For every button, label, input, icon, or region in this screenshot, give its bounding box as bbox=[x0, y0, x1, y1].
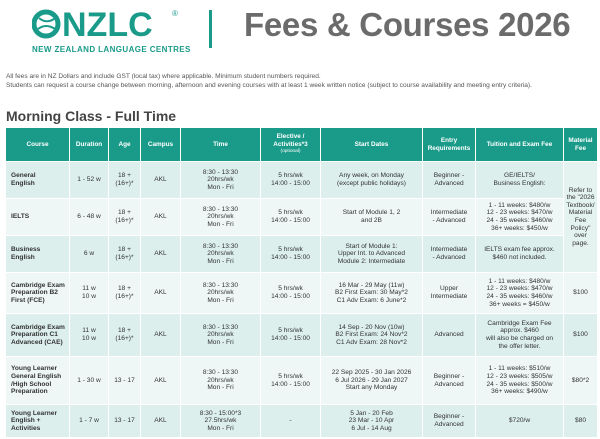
cell-campus: AKL bbox=[141, 162, 181, 199]
cell-course: Young Learner General English /High School Preparation bbox=[6, 357, 70, 405]
cell-time: 8:30 - 13:30 20hrs/wk Mon - Fri bbox=[181, 357, 261, 405]
note-line: All fees are in NZ Dollars and include GST (local tax) where applicable. Minimum student numbers required. bbox=[6, 73, 321, 80]
cell-age: 18 + (16+)* bbox=[109, 273, 141, 314]
cell-elective: 5 hrs/wk 14:00 - 15:00 bbox=[261, 199, 321, 236]
cell-time: 8:30 - 13:30 20hrs/wk Mon - Fri bbox=[181, 162, 261, 199]
col-header-start-dates: Start Dates bbox=[321, 128, 423, 162]
cell-elective: 5 hrs/wk 14:00 - 15:00 bbox=[261, 273, 321, 314]
cell-age: 18 + (16+)* bbox=[109, 236, 141, 273]
cell-course: General English bbox=[6, 162, 70, 199]
cell-age: 13 - 17 bbox=[109, 405, 141, 438]
cell-course: Business English bbox=[6, 236, 70, 273]
table-row bbox=[6, 405, 598, 438]
cell-elective: 5 hrs/wk 14:00 - 15:00 bbox=[261, 357, 321, 405]
cell-duration: 6 - 48 w bbox=[70, 199, 109, 236]
cell-tuition: IELTS exam fee approx. $460 not included. bbox=[476, 236, 564, 273]
cell-campus: AKL bbox=[141, 199, 181, 236]
cell-duration: 6 w bbox=[70, 236, 109, 273]
page-title: Fees & Courses 2026 bbox=[244, 6, 571, 43]
col-header-entry: Entry Requirements bbox=[423, 128, 476, 162]
nzlc-logo[interactable] bbox=[32, 6, 191, 59]
col-header-campus: Campus bbox=[141, 128, 181, 162]
elective-header-sub: (optional) bbox=[280, 149, 301, 155]
cell-start-dates: 22 Sep 2025 - 30 Jan 2026 6 Jul 2026 - 29 Jan 2027 Start any Monday bbox=[321, 357, 423, 405]
cell-age: 18 + (16+)* bbox=[109, 162, 141, 199]
cell-duration: 1 - 30 w bbox=[70, 357, 109, 405]
cell-course: Young Learner English + Activities bbox=[6, 405, 70, 438]
cell-time: 8:30 - 13:30 20hrs/wk Mon - Fri bbox=[181, 273, 261, 314]
table-row bbox=[6, 273, 598, 314]
cell-material: $80 bbox=[564, 405, 598, 438]
cell-entry: Beginner - Advanced bbox=[423, 357, 476, 405]
cell-elective: - bbox=[261, 405, 321, 438]
cell-entry: Beginner - Advanced bbox=[423, 405, 476, 438]
cell-entry: Intermediate - Advanced bbox=[423, 236, 476, 273]
logo-subtitle: NEW ZEALAND LANGUAGE CENTRES bbox=[32, 45, 191, 54]
cell-material: $100 bbox=[564, 273, 598, 314]
elective-header-label: Elective / Activities*3 bbox=[273, 133, 308, 148]
cell-time: 8:30 - 15:00*3 27.5hrs/wk Mon - Fri bbox=[181, 405, 261, 438]
cell-age: 18 + (16+)* bbox=[109, 199, 141, 236]
cell-start-dates: Start of Module 1, 2 and 2B bbox=[321, 199, 423, 236]
cell-time: 8:30 - 13:30 20hrs/wk Mon - Fri bbox=[181, 199, 261, 236]
cell-material: $100 bbox=[564, 314, 598, 357]
cell-material: $80*2 bbox=[564, 357, 598, 405]
cell-elective: 5 hrs/wk 14:00 - 15:00 bbox=[261, 162, 321, 199]
cell-material-note: Refer to the "2026 Textbook/ Material Fee Policy" over page. bbox=[564, 162, 598, 273]
cell-entry: Upper Intermediate bbox=[423, 273, 476, 314]
cell-entry: Intermediate - Advanced bbox=[423, 199, 476, 236]
cell-duration: 11 w 10 w bbox=[70, 314, 109, 357]
cell-campus: AKL bbox=[141, 357, 181, 405]
cell-campus: AKL bbox=[141, 273, 181, 314]
col-header-course: Course bbox=[6, 128, 70, 162]
col-header-age: Age bbox=[109, 128, 141, 162]
header bbox=[0, 0, 600, 70]
cell-elective: 5 hrs/wk 14:00 - 15:00 bbox=[261, 314, 321, 357]
cell-start-dates: 14 Sep - 20 Nov (10w) B2 First Exam: 24 Nov*2 C1 Adv Exam: 28 Nov*2 bbox=[321, 314, 423, 357]
cell-duration: 11 w 10 w bbox=[70, 273, 109, 314]
cell-tuition: 1 - 11 weeks: $510/w 12 - 23 weeks: $505/w 24 - 35 weeks: $500/w 36+ weeks: $490/w bbox=[476, 357, 564, 405]
cell-time: 8:30 - 13:30 20hrs/wk Mon - Fri bbox=[181, 314, 261, 357]
cell-elective: 5 hrs/wk 14:00 - 15:00 bbox=[261, 236, 321, 273]
col-header-elective bbox=[261, 128, 321, 162]
table-row bbox=[6, 162, 598, 199]
cell-tuition: GE/IELTS/ Business English: bbox=[476, 162, 564, 199]
cell-tuition: 1 - 11 weeks: $480/w 12 - 23 weeks: $470/w 24 - 35 weeks: $460/w 36+ weeks = $450/w bbox=[476, 273, 564, 314]
table-row bbox=[6, 236, 598, 273]
cell-campus: AKL bbox=[141, 314, 181, 357]
cell-entry: Advanced bbox=[423, 314, 476, 357]
cell-age: 13 - 17 bbox=[109, 357, 141, 405]
col-header-material: Material Fee bbox=[564, 128, 598, 162]
note-line: Students can request a course change between morning, afternoon and evening courses with at least 1 week written notice (subject to course availability and meeting entry criteria). bbox=[6, 82, 532, 89]
table-row bbox=[6, 314, 598, 357]
cell-start-dates: Any week, on Monday (except public holidays) bbox=[321, 162, 423, 199]
col-header-tuition: Tuition and Exam Fee bbox=[476, 128, 564, 162]
col-header-duration: Duration bbox=[70, 128, 109, 162]
cell-campus: AKL bbox=[141, 236, 181, 273]
cell-duration: 1 - 7 w bbox=[70, 405, 109, 438]
cell-time: 8:30 - 13:30 20hrs/wk Mon - Fri bbox=[181, 236, 261, 273]
table-row bbox=[6, 357, 598, 405]
col-header-time: Time bbox=[181, 128, 261, 162]
fee-notes bbox=[6, 72, 596, 90]
section-title: Morning Class - Full Time bbox=[6, 108, 177, 124]
cell-tuition: 1 - 11 weeks: $480/w 12 - 23 weeks: $470/w 24 - 35 weeks: $460/w 36+ weeks: $450/w bbox=[476, 199, 564, 236]
cell-course: Cambridge Exam Preparation B2 First (FCE) bbox=[6, 273, 70, 314]
table-row bbox=[6, 199, 598, 236]
cell-campus: AKL bbox=[141, 405, 181, 438]
cell-age: 18 + (16+)* bbox=[109, 314, 141, 357]
table-header-row bbox=[6, 128, 598, 162]
cell-entry: Beginner - Advanced bbox=[423, 162, 476, 199]
cell-start-dates: 16 Mar - 29 May (11w) B2 First Exam: 30 May*2 C1 Adv Exam: 6 June*2 bbox=[321, 273, 423, 314]
fees-table bbox=[5, 127, 598, 438]
cell-duration: 1 - 52 w bbox=[70, 162, 109, 199]
globe-logo-icon bbox=[32, 9, 62, 39]
cell-start-dates: Start of Module 1: Upper Int. to Advanced Module 2: Intermediate bbox=[321, 236, 423, 273]
logo-wordmark: NZLC bbox=[62, 6, 153, 44]
cell-course: IELTS bbox=[6, 199, 70, 236]
cell-tuition: $720/w bbox=[476, 405, 564, 438]
header-divider bbox=[209, 10, 212, 48]
logo-registered-mark: ® bbox=[172, 9, 178, 18]
cell-course: Cambridge Exam Preparation C1 Advanced (CAE) bbox=[6, 314, 70, 357]
cell-tuition: Cambridge Exam Fee approx. $460 will also be charged on the offer letter. bbox=[476, 314, 564, 357]
cell-start-dates: 5 Jan - 20 Feb 23 Mar - 10 Apr 6 Jul - 14 Aug bbox=[321, 405, 423, 438]
